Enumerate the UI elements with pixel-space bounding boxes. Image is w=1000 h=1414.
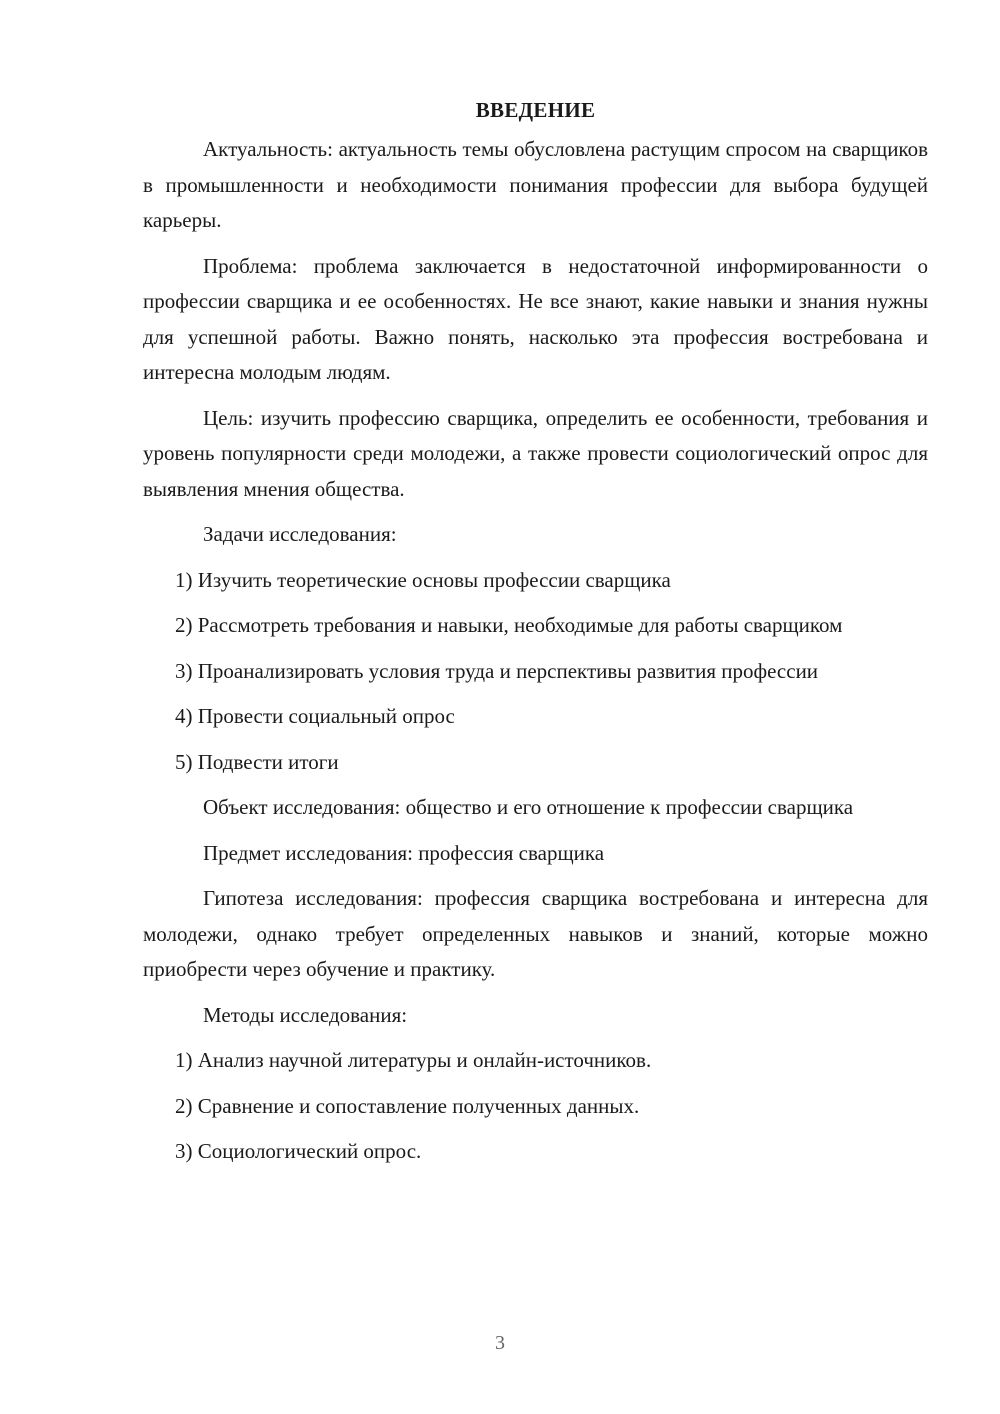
task-item: 3) Проанализировать условия труда и перспективы развития профессии [175, 658, 819, 683]
subject-paragraph: Предмет исследования: профессия сварщика [203, 840, 605, 865]
section-title: ВВЕДЕНИЕ [475, 98, 596, 122]
task-item: 2) Рассмотреть требования и навыки, необходимые для работы сварщиком [175, 613, 843, 637]
task-item: 1) Изучить теоретические основы профессии сварщика [175, 567, 671, 592]
method-item: 3) Социологический опрос. [175, 1139, 422, 1163]
page-number: 3 [495, 1332, 505, 1354]
relevance-paragraph: Актуальность: актуальность темы обусловлена растущим спросом на сварщиков в промышленности и необходимости понимания профессии для выбора будущей карьеры. [143, 137, 928, 232]
problem-paragraph: Проблема: проблема заключается в недостаточной информированности о профессии сварщика и ее особенностях. Не все знают, какие навыки и знания нужны для успешной работы. Важно понять, насколько эта профессия востребована и интересна молодым людям. [143, 253, 928, 384]
method-item: 2) Сравнение и сопоставление полученных данных. [175, 1093, 640, 1118]
document-page [143, 92, 928, 1180]
method-item: 1) Анализ научной литературы и онлайн-источников. [175, 1048, 652, 1072]
object-paragraph: Объект исследования: общество и его отношение к профессии сварщика [203, 795, 854, 819]
goal-paragraph: Цель: изучить профессию сварщика, определить ее особенности, требования и уровень популярности среди молодежи, а также провести социологический опрос для выявления мнения общества. [143, 405, 928, 501]
hypothesis-paragraph: Гипотеза исследования: профессия сварщика востребована и интересна для молодежи, однако требует определенных навыков и знаний, которые можно приобрести через обучение и практику. [143, 886, 928, 981]
methods-heading: Методы исследования: [203, 1002, 408, 1027]
tasks-heading: Задачи исследования: [203, 522, 397, 546]
task-item: 4) Провести социальный опрос [175, 704, 455, 728]
task-item: 5) Подвести итоги [175, 749, 339, 774]
